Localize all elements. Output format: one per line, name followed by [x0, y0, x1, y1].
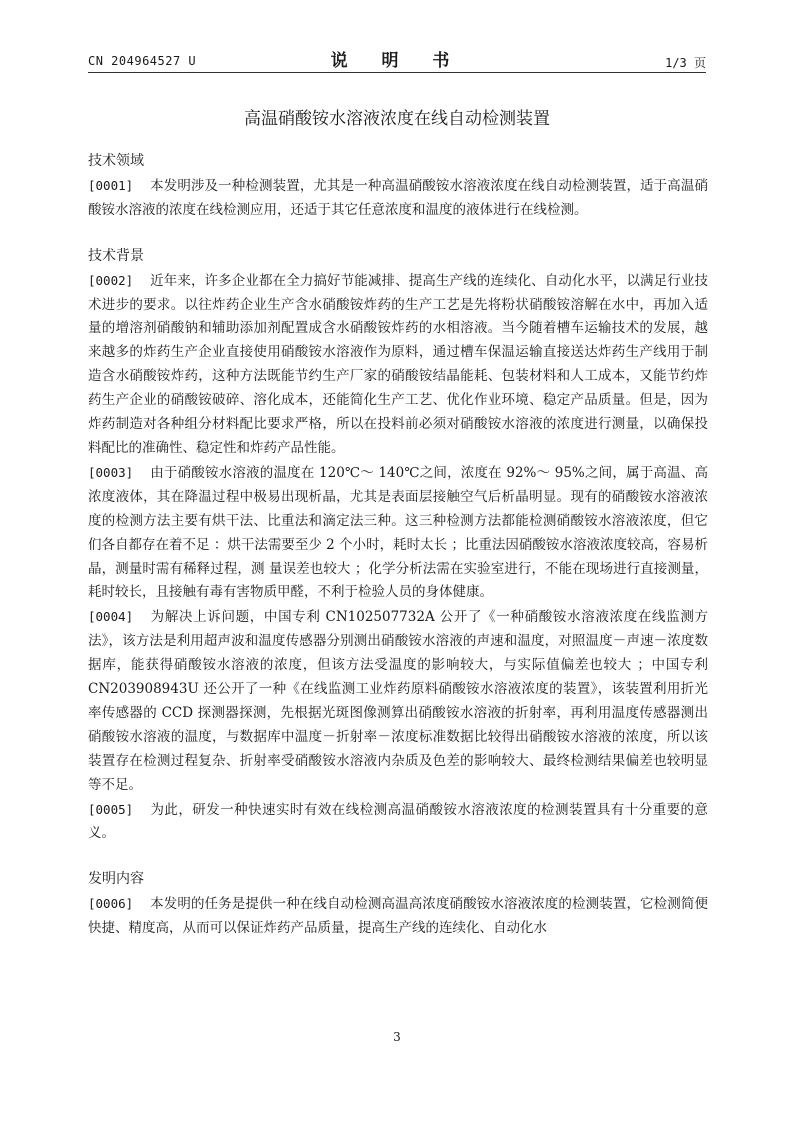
page-indicator: 1/3 页: [665, 56, 706, 70]
page-number: 3: [393, 1030, 401, 1044]
page-header: [88, 46, 706, 72]
paragraph: [88, 461, 708, 605]
paragraph-number: [0001]: [88, 177, 134, 193]
paragraph-text: 由于硝酸铵水溶液的温度在 120℃～ 140℃之间，浓度在 92%～ 95%之间，属于高温、高浓度液体，其在降温过程中极易出现析晶，尤其是表面层接触空气后析晶明显。现有的硝酸铵水溶液浓度的检测方法主要有烘干法、比重法和滴定法三种。这三种检测方法都能检测硝酸铵水溶液浓度，但它们各自都存在着不足 ：烘干法需要至少 2 个小时，耗时太长 ；比重法因硝酸铵水溶液浓度较高，容易析晶，测量时需有稀释过程，测 量误差也较大 ；化学分析法需在实验室进行，不能在现场进行直接测量，耗时较长，且接触有毒有害物质甲醛，不利于检验人员的身体健康。: [88, 464, 708, 601]
paragraph: [88, 798, 708, 847]
section-technical-field: [88, 150, 708, 223]
section-invention-content: [88, 868, 708, 941]
paragraph: [88, 892, 708, 941]
section-heading: 技术领域: [88, 153, 144, 169]
paragraph-number: [0003]: [88, 464, 134, 480]
paragraph: [88, 269, 708, 461]
paragraph-text: 为解决上诉问题，中国专利 CN102507732A 公开了《一种硝酸铵水溶液浓度在线监测方法》，该方法是利用超声波和温度传感器分别测出硝酸铵水溶液的声速和温度，对照温度－声速－浓度数据库，能获得硝酸铵水溶液的浓度，但该方法受温度的影响较大，与实际值偏差也较大 ；中国专利 CN203908943U 还公开了一种《在线监测工业炸药原料硝酸铵水溶液浓度的装置》，该装置利用折光率传感器的 CCD 探测器探测，先根据光斑图像测算出硝酸铵水溶液的折射率，再利用温度传感器测出硝酸铵水溶液的温度，与数据库中温度－折射率－浓度标准数据比较得出硝酸铵水溶液的浓度，所以该装置存在检测过程复杂、折射率受硝酸铵水溶液内杂质及色差的影响较大、最终检测结果偏差也较明显等不足。: [88, 609, 708, 793]
section-gap: [88, 223, 708, 245]
section-heading: 技术背景: [88, 247, 144, 264]
paragraph-number: [0002]: [88, 272, 134, 288]
section-gap: [88, 846, 708, 868]
paragraph-number: [0005]: [88, 801, 134, 817]
paragraph-text: 本发明涉及一种检测装置，尤其是一种高温硝酸铵水溶液浓度在线自动检测装置，适于高温硝酸铵水溶液的浓度在线检测应用，还适于其它任意浓度和温度的液体进行在线检测。: [88, 177, 708, 218]
document-title: 高温硝酸铵水溶液浓度在线自动检测装置: [244, 109, 550, 129]
paragraph-text: 本发明的任务是提供一种在线自动检测高温高浓度硝酸铵水溶液浓度的检测装置，它检测简便快捷、精度高，从而可以保证炸药产品质量，提高生产线的连续化、自动化水: [88, 896, 708, 937]
patent-number: CN 204964527 U: [88, 54, 197, 68]
header-divider: [88, 72, 706, 73]
section-heading: 发明内容: [88, 871, 144, 888]
section-background: [88, 245, 708, 847]
paragraph-number: [0006]: [88, 896, 134, 912]
paragraph: [88, 174, 708, 223]
paragraph-number: [0004]: [88, 609, 134, 625]
document-body: [88, 150, 708, 941]
paragraph-text: 近年来，许多企业都在全力搞好节能减排、提高生产线的连续化、自动化水平，以满足行业技术进步的要求。以往炸药企业生产含水硝酸铵炸药的生产工艺是先将粉状硝酸铵溶解在水中，再加入适量的增溶剂硝酸钠和辅助添加剂配置成含水硝酸铵炸药的水相溶液。当今随着槽车运输技术的发展，越来越多的炸药生产企业直接使用硝酸铵水溶液作为原料，通过槽车保温运输直接送达炸药生产线用于制造含水硝酸铵炸药，这种方法既能节约生产厂家的硝酸铵结晶能耗、包装材料和人工成本，又能节约炸药生产企业的硝酸铵破碎、溶化成本，还能简化生产工艺、优化作业环境、稳定产品质量。但是，因为炸药制造对各种组分材料配比要求严格，所以在投料前必须对硝酸铵水溶液的浓度进行测量，以确保投料配比的准确性、稳定性和炸药产品性能。: [88, 272, 708, 456]
paragraph-text: 为此，研发一种快速实时有效在线检测高温硝酸铵水溶液浓度的检测装置具有十分重要的意义。: [88, 801, 708, 842]
section-label: 说 明 书: [330, 51, 464, 71]
paragraph: [88, 605, 708, 797]
